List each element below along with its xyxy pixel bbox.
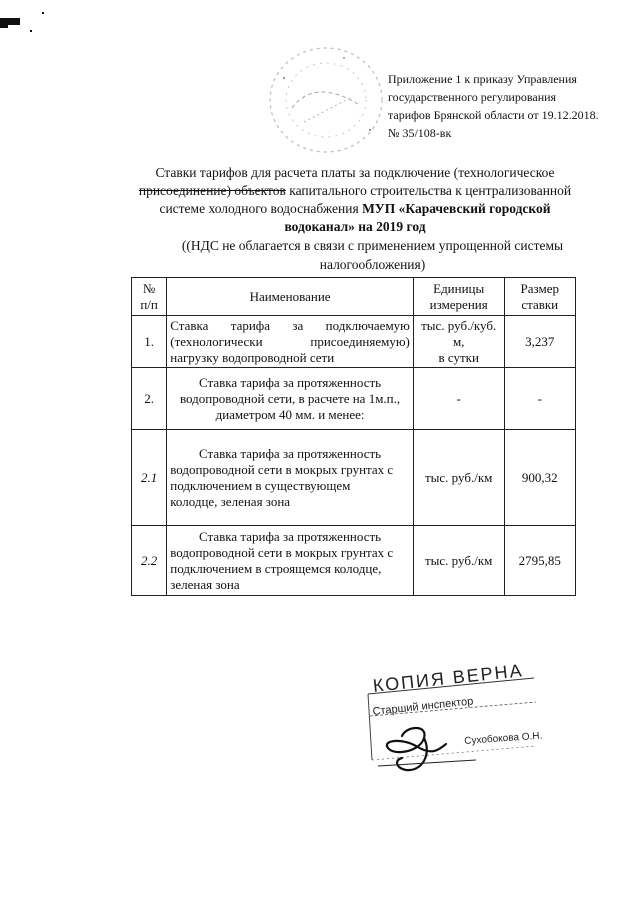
row-name-line: подключением в существующем — [170, 477, 351, 493]
faint-seal-image — [254, 38, 394, 166]
row-name — [167, 316, 414, 368]
row-rate: 3,237 — [504, 316, 576, 368]
title-line — [95, 218, 615, 236]
row-num: 2. — [132, 368, 167, 430]
header-rate-line: Размер — [520, 280, 559, 296]
row-name — [167, 368, 414, 430]
stamp-role: Старший инспектор — [372, 695, 474, 718]
scan-artifact — [0, 25, 8, 28]
vat-note — [160, 236, 585, 274]
row-unit-line: м, — [452, 333, 465, 349]
header-unit-line: Единицы — [433, 280, 485, 296]
appendix-line: № 35/108-вк — [388, 126, 452, 140]
title-text: капитального строительства к централизованной — [285, 183, 572, 198]
row-unit-line: тыс. руб./км — [425, 469, 493, 485]
row-num: 2.2 — [132, 526, 167, 596]
table-row — [132, 430, 576, 526]
row-name-line: водопроводной сети в мокрых грунтах с — [170, 461, 394, 477]
table-header-row — [132, 278, 576, 316]
appendix-line: государственного регулирования — [388, 90, 557, 104]
row-name-line: водопроводной сети, в расчете на 1м.п., — [180, 390, 401, 406]
appendix-line: Приложение 1 к приказу Управления — [388, 72, 577, 86]
header-num — [132, 278, 167, 316]
row-rate: 900,32 — [504, 430, 576, 526]
scan-artifact — [42, 12, 44, 14]
row-unit — [413, 368, 504, 430]
title-line: Ставки тарифов для расчета платы за подключение (технологическое — [155, 165, 555, 180]
title-struck-text: присоединение) объектов — [138, 183, 286, 198]
row-name-line: Ставка тарифа за подключаемую — [170, 317, 410, 333]
title-line — [95, 200, 615, 218]
row-name-line: подключением в строящемся колодце, — [170, 560, 382, 576]
row-unit-line: тыс. руб./куб. — [421, 317, 497, 333]
header-unit-line: измерения — [429, 296, 488, 312]
table-row — [132, 316, 576, 368]
scan-artifact — [0, 18, 20, 25]
handwritten-signature — [372, 720, 482, 780]
header-num-line: № — [142, 280, 156, 296]
appendix-line: тарифов Брянской области от 19.12.2018. — [388, 108, 599, 122]
row-name-line: Ставка тарифа за протяженность — [199, 445, 382, 461]
scan-artifact — [30, 30, 32, 32]
title-org-name: МУП «Карачевский городской — [362, 201, 551, 216]
row-name — [167, 526, 414, 596]
row-unit — [413, 316, 504, 368]
row-unit — [413, 430, 504, 526]
title-org-name: водоканал» на 2019 год — [284, 219, 426, 234]
row-unit-line: в сутки — [438, 349, 479, 365]
vat-note-line: налогообложения) — [319, 257, 426, 272]
row-name-line: зеленая зона — [170, 576, 240, 592]
title-text: системе холодного водоснабжения — [159, 201, 363, 216]
row-name — [167, 430, 414, 526]
header-name: Наименование — [167, 278, 414, 316]
table-row — [132, 368, 576, 430]
row-name-line: колодце, зеленая зона — [170, 493, 291, 509]
header-rate-line: ставки — [521, 296, 559, 312]
header-rate — [504, 278, 576, 316]
row-unit-line: - — [456, 390, 461, 406]
row-unit-line: тыс. руб./км — [425, 552, 493, 568]
table-row — [132, 526, 576, 596]
stamp-title: КОПИЯ ВЕРНА — [372, 660, 525, 696]
vat-note-line: ((НДС не облагается в связи с применением упрощенной системы — [181, 238, 564, 253]
row-name-line: Ставка тарифа за протяженность — [199, 528, 382, 544]
row-name-line: водопроводной сети в мокрых грунтах с — [170, 544, 394, 560]
row-name-line: (технологически присоединяемую) — [170, 333, 410, 349]
row-num: 2.1 — [132, 430, 167, 526]
header-num-line: п/п — [140, 296, 158, 312]
stamp-signer-name: Сухобокова О.Н. — [464, 730, 543, 747]
header-unit — [413, 278, 504, 316]
row-name-line: Ставка тарифа за протяженность — [199, 374, 382, 390]
row-unit — [413, 526, 504, 596]
row-rate: - — [504, 368, 576, 430]
appendix-reference — [388, 70, 628, 142]
row-num: 1. — [132, 316, 167, 368]
tariff-table — [131, 277, 576, 596]
title-line — [95, 182, 615, 200]
row-name-line: нагрузку водопроводной сети — [170, 349, 335, 365]
document-title — [95, 164, 615, 236]
row-name-line: диаметром 40 мм. и менее: — [215, 406, 365, 422]
row-rate: 2795,85 — [504, 526, 576, 596]
